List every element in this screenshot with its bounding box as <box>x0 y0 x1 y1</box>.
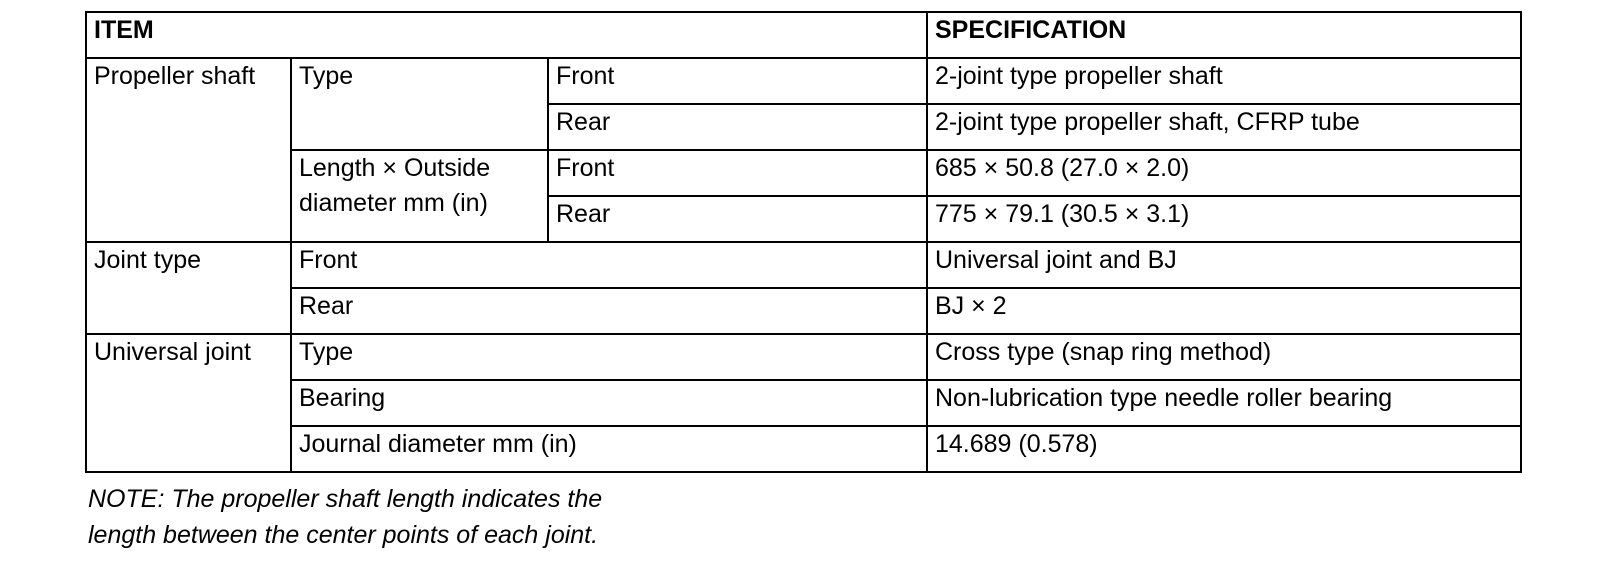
specification-table <box>85 11 1522 473</box>
length-rear-label: Rear <box>548 196 927 242</box>
table-row <box>86 288 1521 334</box>
joint-rear-label: Rear <box>291 288 927 334</box>
journal-diameter-value: 14.689 (0.578) <box>927 426 1521 472</box>
propeller-type-rear-value: 2-joint type propeller shaft, CFRP tube <box>927 104 1521 150</box>
table-row <box>86 426 1521 472</box>
joint-rear-value: BJ × 2 <box>927 288 1521 334</box>
journal-diameter-label: Journal diameter mm (in) <box>291 426 927 472</box>
length-front-label: Front <box>548 150 927 196</box>
bearing-value: Non-lubrication type needle roller bearing <box>927 380 1521 426</box>
length-rear-value: 775 × 79.1 (30.5 × 3.1) <box>927 196 1521 242</box>
length-front-value: 685 × 50.8 (27.0 × 2.0) <box>927 150 1521 196</box>
joint-type-label: Joint type <box>86 242 291 334</box>
table-row <box>86 334 1521 380</box>
item-header: ITEM <box>86 12 927 58</box>
propeller-type-label: Type <box>291 58 548 150</box>
joint-front-value: Universal joint and BJ <box>927 242 1521 288</box>
universal-joint-label: Universal joint <box>86 334 291 472</box>
table-row <box>86 242 1521 288</box>
propeller-type-front-value: 2-joint type propeller shaft <box>927 58 1521 104</box>
joint-front-label: Front <box>291 242 927 288</box>
specification-header: SPECIFICATION <box>927 12 1521 58</box>
universal-type-value: Cross type (snap ring method) <box>927 334 1521 380</box>
table-row <box>86 380 1521 426</box>
propeller-type-front-label: Front <box>548 58 927 104</box>
length-diameter-label: Length × Outside diameter mm (in) <box>291 150 548 242</box>
note-line-1: NOTE: The propeller shaft length indicates the <box>88 485 603 513</box>
table-row <box>86 150 1521 196</box>
universal-type-label: Type <box>291 334 927 380</box>
header-row <box>86 12 1521 58</box>
bearing-label: Bearing <box>291 380 927 426</box>
table-row <box>86 58 1521 104</box>
propeller-type-rear-label: Rear <box>548 104 927 150</box>
note <box>88 481 602 553</box>
note-line-2: length between the center points of each joint. <box>88 521 599 549</box>
propeller-shaft-label: Propeller shaft <box>86 58 291 242</box>
